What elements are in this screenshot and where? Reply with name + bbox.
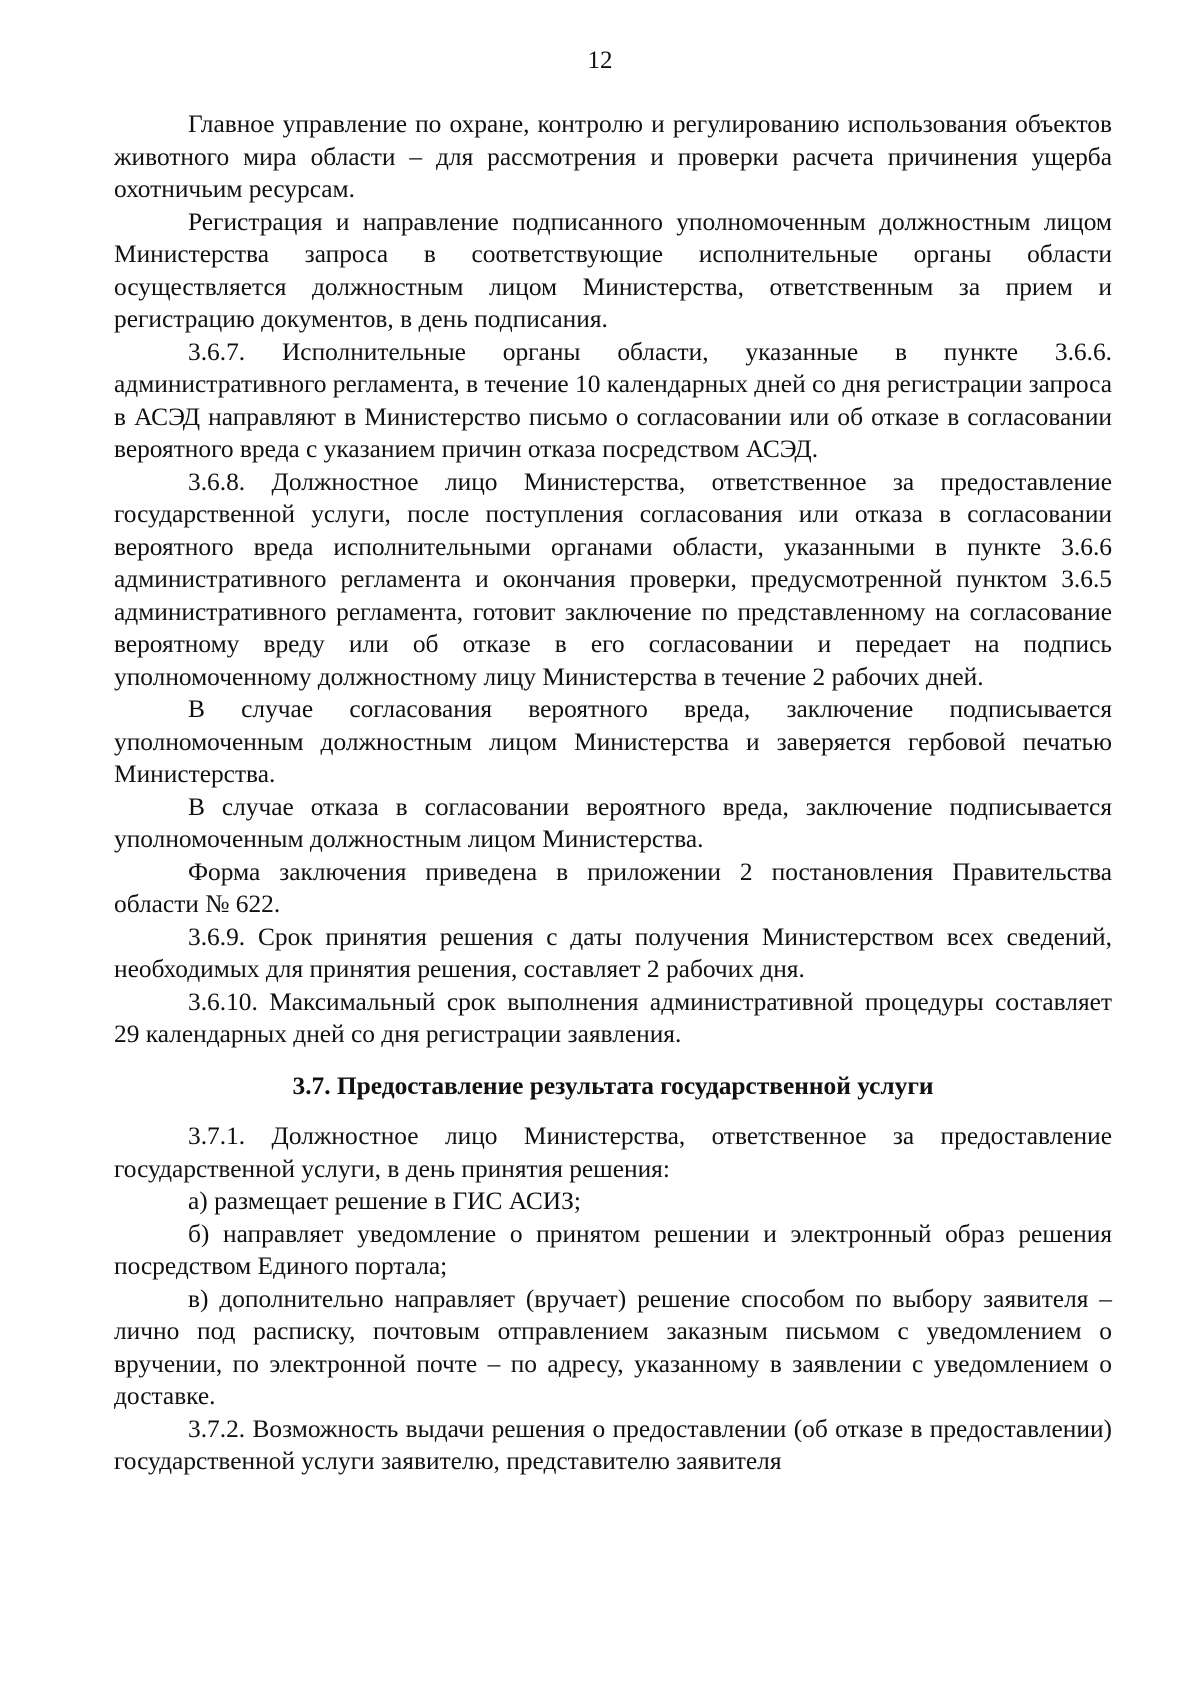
paragraph: В случае согласования вероятного вреда, заключение подписывается уполномоченным должностным лицом Министерства и заверяется гербовой печатью Министерства.	[114, 695, 1112, 788]
paragraph: 3.6.9. Срок принятия решения с даты получения Министерством всех сведений, необходимых для принятия решения, составляет 2 рабочих дня.	[114, 922, 1112, 983]
paragraph: В случае отказа в согласовании вероятного вреда, заключение подписывается уполномоченным должностным лицом Министерства.	[114, 792, 1112, 853]
document-body	[114, 108, 1112, 1478]
section-heading: 3.7. Предоставление результата государственной услуги	[292, 1071, 934, 1100]
paragraph: 3.7.2. Возможность выдачи решения о предоставлении (об отказе в предоставлении) государственной услуги заявителю, представителю заявителя	[114, 1414, 1112, 1475]
paragraph: Главное управление по охране, контролю и регулированию использования объектов животного мира области – для рассмотрения и проверки расчета причинения ущерба охотничьим ресурсам.	[114, 110, 1112, 203]
page-number: 12	[587, 47, 613, 74]
paragraph: б) направляет уведомление о принятом решении и электронный образ решения посредством Единого портала;	[114, 1219, 1112, 1280]
paragraph: 3.7.1. Должностное лицо Министерства, ответственное за предоставление государственной услуги, в день принятия решения:	[114, 1122, 1112, 1183]
paragraph: 3.6.8. Должностное лицо Министерства, ответственное за предоставление государственной услуги, после поступления согласования или отказа в согласовании вероятного вреда исполнительными органами области, указанными в пункте 3.6.6 административного регламента и окончания проверки, предусмотренной пунктом 3.6.5 административного регламента, готовит заключение по представленному на согласование вероятному вреду или об отказе в его согласовании и передает на подпись уполномоченному должностному лицу Министерства в течение 2 рабочих дней.	[114, 467, 1112, 691]
paragraph: а) размещает решение в ГИС АСИЗ;	[188, 1187, 581, 1215]
paragraph: 3.6.7. Исполнительные органы области, указанные в пункте 3.6.6. административного регламента, в течение 10 календарных дней со дня регистрации запроса в АСЭД направляют в Министерство письмо о согласовании или об отказе в согласовании вероятного вреда с указанием причин отказа посредством АСЭД.	[114, 337, 1112, 463]
paragraph: 3.6.10. Максимальный срок выполнения административной процедуры составляет 29 календарных дней со дня регистрации заявления.	[114, 987, 1112, 1048]
paragraph: в) дополнительно направляет (вручает) решение способом по выбору заявителя – лично под расписку, почтовым отправлением заказным письмом с уведомлением о вручении, по электронной почте – по адресу, указанному в заявлении с уведомлением о доставке.	[114, 1284, 1112, 1410]
paragraph: Регистрация и направление подписанного уполномоченным должностным лицом Министерства запроса в соответствующие исполнительные органы области осуществляется должностным лицом Министерства, ответственным за прием и регистрацию документов, в день подписания.	[114, 207, 1112, 333]
paragraph: Форма заключения приведена в приложении 2 постановления Правительства области № 622.	[114, 857, 1112, 918]
